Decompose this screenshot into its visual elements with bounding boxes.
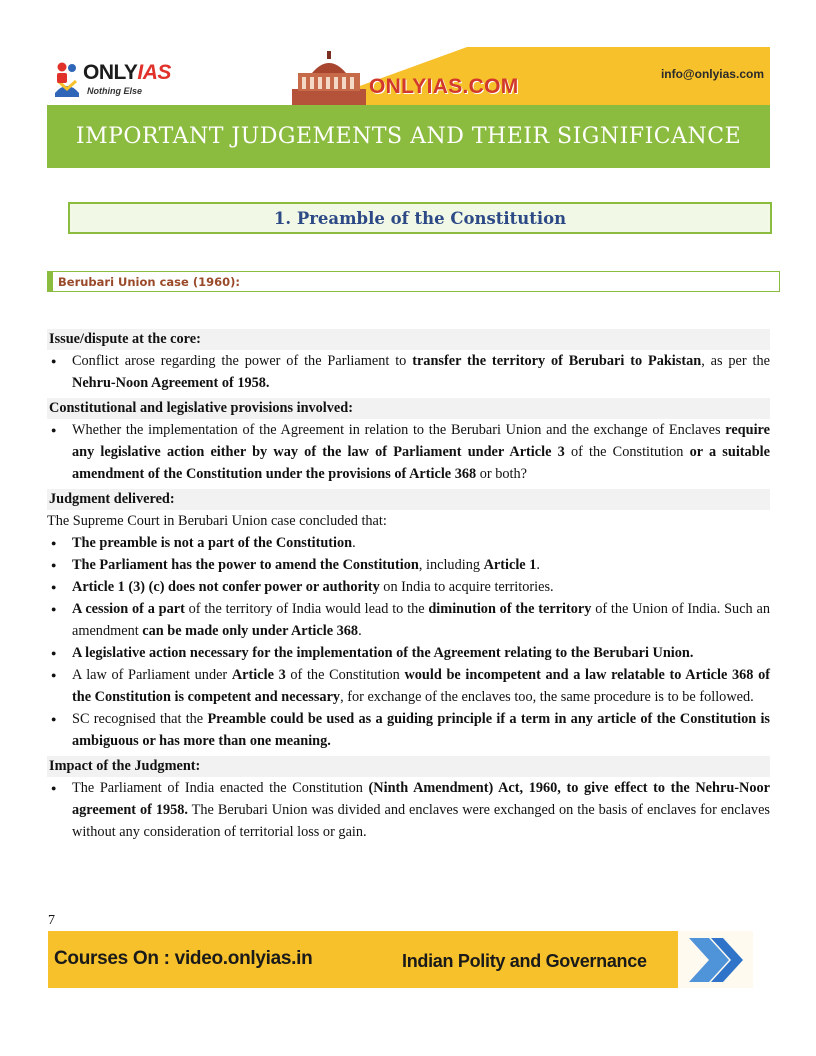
list-item [47,708,770,752]
text-run: of the territory of India would lead to the [184,601,429,617]
text-run: SC recognised that the [72,711,208,727]
list-item [47,642,770,664]
bold-text-run: Article 1 (3) (c) does not confer power or authority [72,579,380,595]
list-item [47,350,770,394]
bold-text-run: Nehru-Noon Agreement of 1958. [72,375,270,391]
text-run: A law of Parliament under [72,667,232,683]
site-name[interactable]: ONLYIAS.COM [369,75,519,98]
text-run: , including [418,557,484,573]
text-run: . [352,535,356,551]
text-run: of the Constitution [285,667,405,683]
list-item [47,777,770,843]
bold-text-run: diminution of the territory [428,601,592,617]
list-item [47,532,770,554]
issue-heading: Issue/dispute at the core: [47,329,770,350]
bold-text-run: would be incompetent and a law relatable to Article 368 of the Constitution is competent and necessary [72,667,770,705]
text-run: Whether the implementation of the Agreement in relation to the Berubari Union and the exchange of Enclaves [72,422,726,438]
bold-text-run: can be made only under Article 368 [142,623,359,639]
text-run: . [358,623,362,639]
page-number: 7 [48,913,55,928]
issue-list [47,350,770,394]
document-body [47,329,770,843]
bold-text-run: require any legislative action either by way of the law of Parliament under Article 3 [72,422,770,460]
text-run: on India to acquire territories. [379,579,554,595]
text-run: , for exchange of the enclaves too, the same procedure is to be followed. [340,689,754,705]
bold-text-run: The preamble is not a part of the Constitution [72,535,353,551]
list-item [47,554,770,576]
logo-accent-text: IAS [137,61,171,84]
text-run: . [536,557,540,573]
text-run: The Parliament of India enacted the Constitution [72,780,369,796]
onlyias-logo[interactable] [53,59,203,103]
text-run: of the Constitution [564,444,690,460]
footer-courses-link[interactable]: Courses On : video.onlyias.in [54,948,313,969]
bold-text-run: A cession of a part [72,601,185,617]
footer-subject: Indian Polity and Governance [402,951,647,971]
text-run: Conflict arose regarding the power of the Parliament to [72,353,413,369]
case-heading-box [47,271,780,292]
impact-heading: Impact of the Judgment: [47,756,770,777]
judgment-intro: The Supreme Court in Berubari Union case concluded that: [47,513,387,529]
provisions-list [47,419,770,485]
title-bar [47,105,770,168]
text-run: or both? [476,466,527,482]
list-item [47,419,770,485]
bold-text-run: The Parliament has the power to amend the Constitution [72,557,419,573]
logo-main-text: ONLY [83,61,138,84]
provisions-heading: Constitutional and legislative provisions involved: [47,398,770,419]
text-run: The Berubari Union was divided and enclaves were exchanged on the basis of enclaves for enclaves without any consideration of territorial loss or gain. [72,802,770,840]
chevron-right-icon [683,934,751,986]
list-item [47,576,770,598]
logo-tagline: Nothing Else [87,86,143,96]
list-item [47,664,770,708]
section-heading: 1. Preamble of the Constitution [273,208,567,228]
text-run: , as per the [701,353,770,369]
case-heading: Berubari Union case (1960): [58,274,240,289]
bold-text-run: Preamble could be used as a guiding principle if a term in any article of the Constitution is ambiguous or has more than one meaning. [72,711,770,749]
supreme-court-building-icon [292,51,366,105]
impact-list [47,777,770,843]
bold-text-run: Article 1 [483,557,537,573]
judgment-list [47,532,770,752]
list-item [47,598,770,642]
judgment-heading: Judgment delivered: [47,489,770,510]
logo-wordmark [83,61,171,85]
header-banner [47,47,770,105]
bold-text-run: Article 3 [231,667,286,683]
text-run: of the Union of India. Such an amendment [72,601,770,639]
footer-banner [48,931,753,988]
bold-text-run: (Ninth Amendment) Act, 1960, to give effect to the Nehru-Noor agreement of 1958. [72,780,770,818]
page-title: IMPORTANT JUDGEMENTS AND THEIR SIGNIFICANCE [75,124,742,149]
contact-email[interactable]: info@onlyias.com [660,67,764,81]
section-heading-box [68,202,772,234]
bold-text-run: or a suitable amendment of the Constitution under the provisions of Article 368 [72,444,770,482]
bold-text-run: A legislative action necessary for the implementation of the Agreement relating to the Berubari Union. [72,645,694,661]
bold-text-run: transfer the territory of Berubari to Pakistan [412,353,702,369]
logo-figure-icon [53,59,81,99]
